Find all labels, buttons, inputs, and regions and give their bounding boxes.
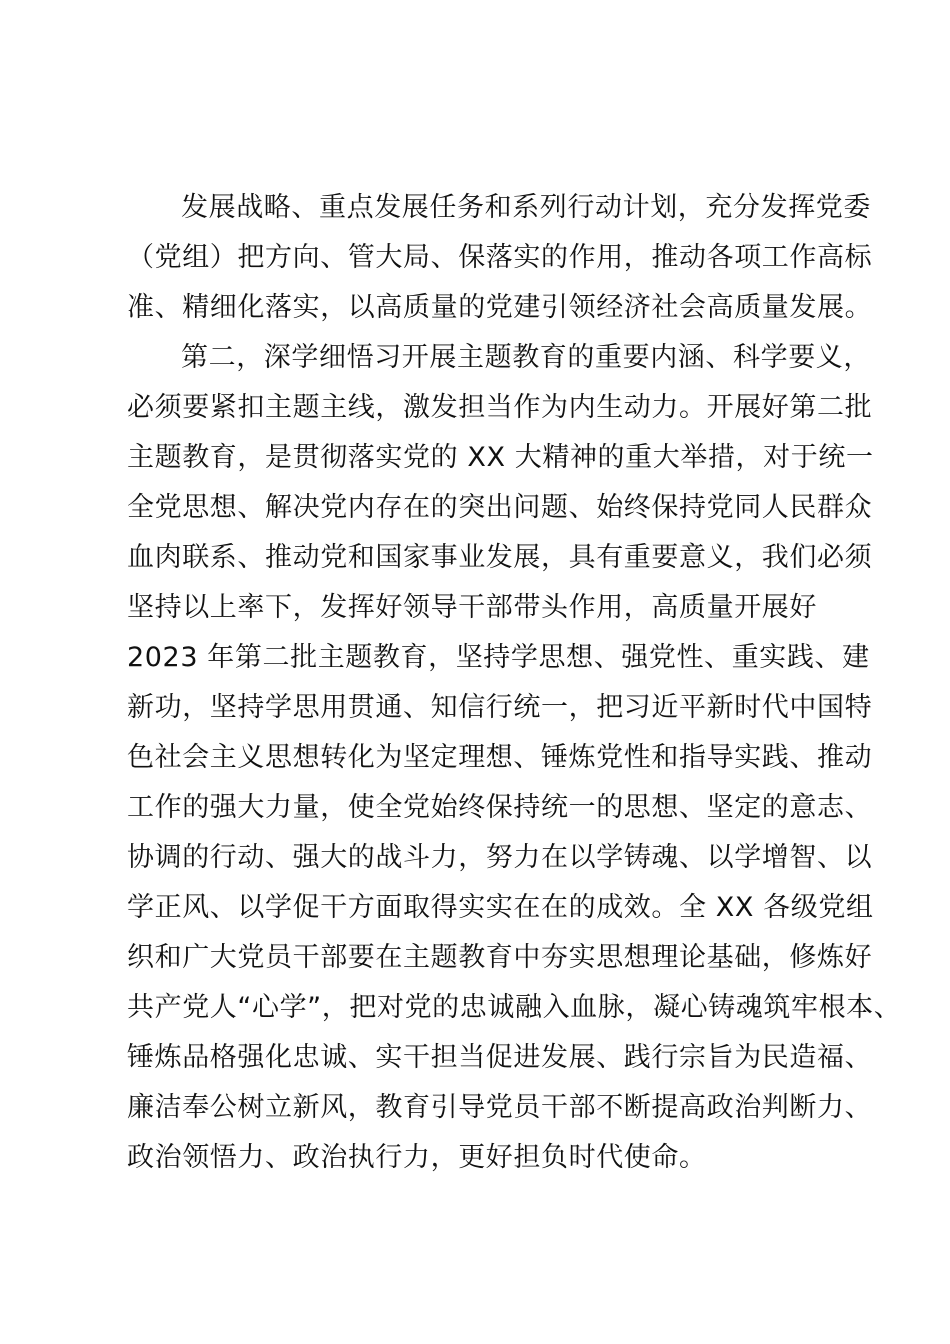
text-line: 必须要紧扣主题主线，激发担当作为内生动力。开展好第二批 <box>127 392 873 423</box>
text-line: 锤炼品格强化忠诚、实干担当促进发展、践行宗旨为民造福、 <box>127 1042 873 1073</box>
text-line: 工作的强大力量，使全党始终保持统一的思想、坚定的意志、 <box>127 792 873 823</box>
text-line: 学正风、以学促干方面取得实实在在的成效。全 XX 各级党组 <box>127 892 874 923</box>
text-line: 发展战略、重点发展任务和系列行动计划，充分发挥党委 <box>181 192 871 223</box>
text-line: 织和广大党员干部要在主题教育中夯实思想理论基础，修炼好 <box>127 942 873 973</box>
paragraph-second-point <box>127 333 902 1183</box>
text-line: 准、精细化落实，以高质量的党建引领经济社会高质量发展。 <box>127 292 873 323</box>
text-line: 2023 年第二批主题教育，坚持学思想、强党性、重实践、建 <box>127 642 870 673</box>
text-line: 全党思想、解决党内存在的突出问题、始终保持党同人民群众 <box>127 492 873 523</box>
text-line: 血肉联系、推动党和国家事业发展，具有重要意义，我们必须 <box>127 542 873 573</box>
text-line: 第二，深学细悟习开展主题教育的重要内涵、科学要义， <box>181 342 871 373</box>
text-line: 共产党人“心学”，把对党的忠诚融入血脉，凝心铸魂筑牢根本、 <box>127 992 902 1023</box>
text-line: 政治领悟力、政治执行力，更好担负时代使命。 <box>127 1142 707 1173</box>
text-line: 主题教育，是贯彻落实党的 XX 大精神的重大举措，对于统一 <box>127 442 874 473</box>
text-line: 色社会主义思想转化为坚定理想、锤炼党性和指导实践、推动 <box>127 742 873 773</box>
document-body <box>127 183 902 1183</box>
text-line: 新功，坚持学思用贯通、知信行统一，把习近平新时代中国特 <box>127 692 873 723</box>
text-line: 坚持以上率下，发挥好领导干部带头作用，高质量开展好 <box>127 592 817 623</box>
text-line: 协调的行动、强大的战斗力，努力在以学铸魂、以学增智、以 <box>127 842 873 873</box>
text-line: 廉洁奉公树立新风，教育引导党员干部不断提高政治判断力、 <box>127 1092 873 1123</box>
text-line: （党组）把方向、管大局、保落实的作用，推动各项工作高标 <box>127 242 873 273</box>
paragraph-continuation <box>127 183 873 333</box>
